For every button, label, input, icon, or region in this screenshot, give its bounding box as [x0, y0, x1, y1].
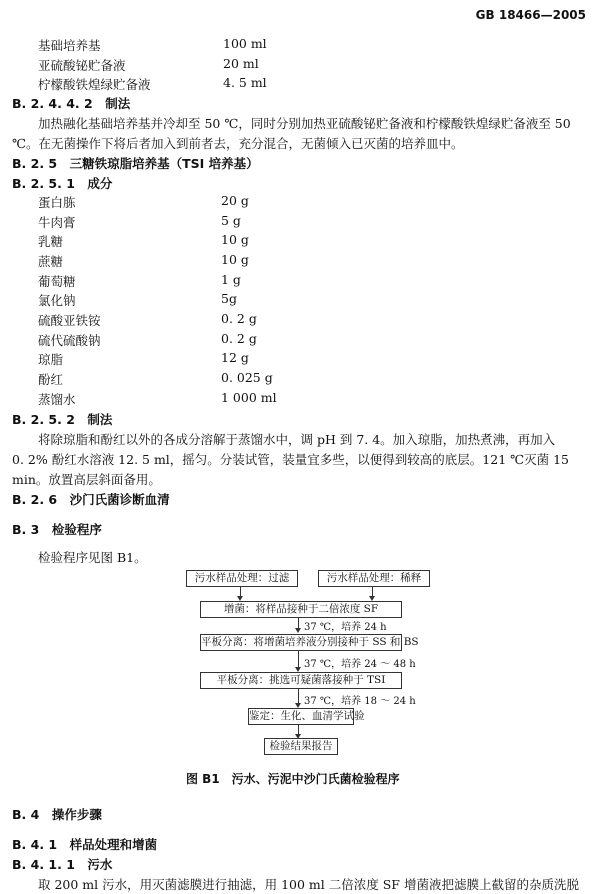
- ingredient-name: 琼脂: [38, 352, 64, 367]
- flow-step-incubate-3: 37 ℃，培养 18 ～ 24 h: [304, 696, 416, 707]
- ingredient-qty: 1 g: [221, 272, 241, 287]
- ingredient-name: 蛋白胨: [38, 195, 76, 210]
- section-heading-b26: B. 2. 6 沙门氏菌诊断血清: [12, 492, 170, 507]
- paragraph-line: ℃。在无菌操作下将后者加入到前者去，充分混合，无菌倾入已灭菌的培养皿中。: [12, 136, 464, 151]
- flow-step-incubate-1: 37 ℃，培养 24 h: [304, 622, 387, 633]
- section-heading-b41: B. 4. 1 样品处理和增菌: [12, 837, 158, 852]
- flow-box-plate-tsi: 平板分离：挑选可疑菌落接种于 TSI: [200, 672, 402, 689]
- ingredient-name: 柠檬酸铁煌绿贮备液: [38, 77, 151, 92]
- ingredient-name: 葡萄糖: [38, 274, 76, 289]
- ingredient-name: 蔗糖: [38, 254, 64, 269]
- figure-caption: 图 B1 污水、污泥中沙门氏菌检验程序: [186, 772, 400, 786]
- flow-box-dilute: 污水样品处理：稀释: [318, 570, 430, 587]
- paragraph-line: min。放置高层斜面备用。: [12, 472, 161, 487]
- standard-number: GB 18466—2005: [475, 8, 586, 22]
- flow-box-identify: 鉴定：生化、血清学试验: [248, 708, 354, 725]
- ingredient-qty: 4. 5 ml: [223, 75, 267, 90]
- ingredient-qty: 0. 2 g: [221, 331, 257, 346]
- paragraph-line: 0. 2% 酚红水溶液 12. 5 ml，摇匀。分装试管，装量宜多些，以便得到较高的底层。121 ℃灭菌 15: [12, 452, 570, 467]
- section-heading-b3: B. 3 检验程序: [12, 522, 102, 537]
- ingredient-qty: 0. 2 g: [221, 311, 257, 326]
- ingredient-name: 硫酸亚铁铵: [38, 313, 101, 328]
- paragraph-line: 将除琼脂和酚红以外的各成分溶解于蒸馏水中，调 pH 到 7. 4。加入琼脂，加热煮沸，再加入: [38, 432, 556, 447]
- flow-box-plate-ss-bs: 平板分离：将增菌培养液分别接种于 SS 和 BS: [200, 634, 402, 651]
- ingredient-name: 硫代硫酸钠: [38, 333, 101, 348]
- paragraph-line: 加热融化基础培养基并冷却至 50 ℃，同时分别加热亚硫酸铋贮备液和柠檬酸铁煌绿贮备液至 50: [38, 116, 571, 131]
- ingredient-name: 乳糖: [38, 234, 64, 249]
- ingredient-qty: 12 g: [221, 350, 249, 365]
- ingredient-name: 基础培养基: [38, 38, 101, 53]
- ingredient-name: 氯化钠: [38, 293, 76, 308]
- section-heading-b25: B. 2. 5 三糖铁琼脂培养基（TSI 培养基）: [12, 156, 259, 171]
- section-heading-b251: B. 2. 5. 1 成分: [12, 176, 113, 191]
- section-heading-b411: B. 4. 1. 1 污水: [12, 857, 113, 872]
- flow-box-report: 检验结果报告: [264, 738, 338, 755]
- ingredient-qty: 20 ml: [223, 56, 259, 71]
- ingredient-qty: 5g: [221, 291, 237, 306]
- section-heading-b4: B. 4 操作步骤: [12, 807, 102, 822]
- section-heading-b2442: B. 2. 4. 4. 2 制法: [12, 96, 131, 111]
- ingredient-qty: 5 g: [221, 213, 241, 228]
- ingredient-qty: 20 g: [221, 193, 249, 208]
- arrow-icon: [295, 628, 301, 633]
- ingredient-name: 亚硫酸铋贮备液: [38, 58, 126, 73]
- ingredient-qty: 10 g: [221, 252, 249, 267]
- flow-step-incubate-2: 37 ℃，培养 24 ～ 48 h: [304, 659, 416, 670]
- ingredient-qty: 1 000 ml: [221, 390, 277, 405]
- ingredient-qty: 0. 025 g: [221, 370, 273, 385]
- ingredient-qty: 100 ml: [223, 36, 267, 51]
- paragraph-line: 检验程序见图 B1。: [38, 550, 147, 565]
- flow-box-filter: 污水样品处理：过滤: [186, 570, 298, 587]
- ingredient-name: 蒸馏水: [38, 392, 76, 407]
- flow-box-enrich: 增菌：将样品接种于二倍浓度 SF: [200, 601, 402, 618]
- section-heading-b252: B. 2. 5. 2 制法: [12, 412, 113, 427]
- paragraph-line: 取 200 ml 污水，用灭菌滤膜进行抽滤，用 100 ml 二倍浓度 SF 增菌液把滤膜上截留的杂质洗脱: [38, 877, 579, 892]
- ingredient-name: 牛肉膏: [38, 215, 76, 230]
- ingredient-qty: 10 g: [221, 232, 249, 247]
- ingredient-name: 酚红: [38, 372, 64, 387]
